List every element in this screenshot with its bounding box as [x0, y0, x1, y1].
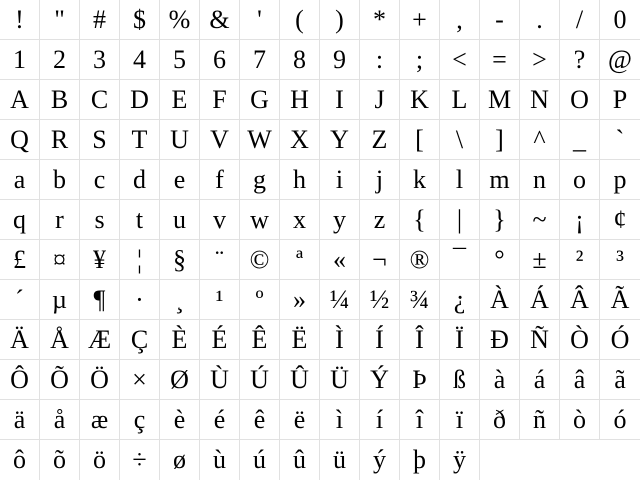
glyph-cell[interactable]: § [160, 240, 200, 280]
glyph-cell[interactable]: é [200, 400, 240, 440]
glyph-row [0, 240, 640, 280]
glyph-cell[interactable]: = [480, 40, 520, 80]
glyph-cell[interactable]: Í [360, 320, 400, 360]
glyph-cell[interactable]: ê [240, 400, 280, 440]
glyph-cell[interactable]: g [240, 160, 280, 200]
glyph-cell[interactable]: @ [600, 40, 640, 80]
glyph-cell[interactable]: ' [240, 0, 280, 40]
glyph-cell[interactable]: b [40, 160, 80, 200]
glyph-cell[interactable]: ` [600, 120, 640, 160]
glyph-cell[interactable]: ë [280, 400, 320, 440]
glyph-cell[interactable]: ( [280, 0, 320, 40]
glyph-cell[interactable]: 9 [320, 40, 360, 80]
glyph-cell[interactable]: ± [520, 240, 560, 280]
glyph-cell[interactable]: ¹ [200, 280, 240, 320]
glyph-cell[interactable]: O [560, 80, 600, 120]
glyph-cell[interactable]: ú [240, 440, 280, 480]
glyph-cell[interactable]: r [40, 200, 80, 240]
glyph-cell[interactable]: Ù [200, 360, 240, 400]
glyph-cell[interactable]: É [200, 320, 240, 360]
glyph-cell[interactable]: w [240, 200, 280, 240]
empty-cell [520, 440, 560, 480]
glyph-cell[interactable]: m [480, 160, 520, 200]
glyph-cell[interactable]: s [80, 200, 120, 240]
glyph-cell[interactable]: ö [80, 440, 120, 480]
glyph-cell[interactable]: Õ [40, 360, 80, 400]
glyph-cell[interactable]: « [320, 240, 360, 280]
glyph-cell[interactable]: ; [400, 40, 440, 80]
glyph-cell[interactable]: Á [520, 280, 560, 320]
glyph-cell[interactable]: ¯ [440, 240, 480, 280]
glyph-cell[interactable]: ï [440, 400, 480, 440]
glyph-cell[interactable]: ä [0, 400, 40, 440]
glyph-cell[interactable]: Ñ [520, 320, 560, 360]
glyph-cell[interactable]: z [360, 200, 400, 240]
glyph-cell[interactable]: " [40, 0, 80, 40]
glyph-cell[interactable]: â [560, 360, 600, 400]
glyph-cell[interactable]: * [360, 0, 400, 40]
glyph-cell[interactable]: Ð [480, 320, 520, 360]
glyph-row [0, 280, 640, 320]
glyph-cell[interactable]: : [360, 40, 400, 80]
glyph-cell[interactable]: Ö [80, 360, 120, 400]
glyph-cell[interactable]: ª [280, 240, 320, 280]
glyph-cell[interactable]: ^ [520, 120, 560, 160]
glyph-cell[interactable]: £ [0, 240, 40, 280]
glyph-cell[interactable]: ´ [0, 280, 40, 320]
glyph-cell[interactable]: ® [400, 240, 440, 280]
glyph-cell[interactable]: \ [440, 120, 480, 160]
glyph-cell[interactable]: ü [320, 440, 360, 480]
glyph-cell[interactable]: È [160, 320, 200, 360]
glyph-cell[interactable]: F [200, 80, 240, 120]
glyph-cell[interactable]: - [480, 0, 520, 40]
glyph-cell[interactable]: < [440, 40, 480, 80]
glyph-cell[interactable]: Ë [280, 320, 320, 360]
glyph-cell[interactable]: G [240, 80, 280, 120]
glyph-cell[interactable]: º [240, 280, 280, 320]
glyph-cell[interactable]: o [560, 160, 600, 200]
glyph-cell[interactable]: Ò [560, 320, 600, 360]
glyph-cell[interactable]: Å [40, 320, 80, 360]
glyph-cell[interactable]: S [80, 120, 120, 160]
glyph-cell[interactable]: ¤ [40, 240, 80, 280]
glyph-cell[interactable]: [ [400, 120, 440, 160]
glyph-row [0, 200, 640, 240]
glyph-cell[interactable]: Þ [400, 360, 440, 400]
glyph-cell[interactable]: ! [0, 0, 40, 40]
glyph-cell[interactable]: ó [600, 400, 640, 440]
glyph-cell[interactable]: ø [160, 440, 200, 480]
glyph-cell[interactable]: A [0, 80, 40, 120]
glyph-cell[interactable]: u [160, 200, 200, 240]
glyph-cell[interactable]: ) [320, 0, 360, 40]
glyph-cell[interactable]: q [0, 200, 40, 240]
glyph-cell[interactable]: Y [320, 120, 360, 160]
glyph-cell[interactable]: Î [400, 320, 440, 360]
glyph-cell[interactable]: Ê [240, 320, 280, 360]
glyph-cell[interactable]: · [120, 280, 160, 320]
glyph-cell[interactable]: 2 [40, 40, 80, 80]
glyph-cell[interactable]: W [240, 120, 280, 160]
glyph-cell[interactable]: > [520, 40, 560, 80]
glyph-cell[interactable]: » [280, 280, 320, 320]
glyph-cell[interactable]: & [200, 0, 240, 40]
glyph-cell[interactable]: v [200, 200, 240, 240]
glyph-cell[interactable]: Ó [600, 320, 640, 360]
glyph-cell[interactable]: Q [0, 120, 40, 160]
glyph-cell[interactable]: ¦ [120, 240, 160, 280]
glyph-cell[interactable]: î [400, 400, 440, 440]
glyph-cell[interactable]: . [520, 0, 560, 40]
glyph-cell[interactable]: © [240, 240, 280, 280]
glyph-cell[interactable]: ¬ [360, 240, 400, 280]
empty-cell [480, 440, 520, 480]
glyph-cell[interactable]: M [480, 80, 520, 120]
glyph-cell[interactable]: y [320, 200, 360, 240]
glyph-cell[interactable]: I [320, 80, 360, 120]
glyph-cell[interactable]: ù [200, 440, 240, 480]
glyph-cell[interactable]: ¼ [320, 280, 360, 320]
glyph-cell[interactable]: 8 [280, 40, 320, 80]
glyph-cell[interactable]: Z [360, 120, 400, 160]
glyph-cell[interactable]: Ä [0, 320, 40, 360]
glyph-cell[interactable]: | [440, 200, 480, 240]
glyph-cell[interactable]: d [120, 160, 160, 200]
glyph-row [0, 0, 640, 40]
glyph-row [0, 400, 640, 440]
glyph-cell[interactable]: x [280, 200, 320, 240]
glyph-cell[interactable]: ô [0, 440, 40, 480]
glyph-row [0, 80, 640, 120]
glyph-cell[interactable]: / [560, 0, 600, 40]
glyph-cell[interactable]: ¿ [440, 280, 480, 320]
glyph-cell[interactable]: h [280, 160, 320, 200]
glyph-cell[interactable]: Ø [160, 360, 200, 400]
glyph-cell[interactable]: U [160, 120, 200, 160]
glyph-cell[interactable]: c [80, 160, 120, 200]
glyph-cell[interactable]: ~ [520, 200, 560, 240]
glyph-cell[interactable]: $ [120, 0, 160, 40]
glyph-cell[interactable]: ¸ [160, 280, 200, 320]
glyph-cell[interactable]: ½ [360, 280, 400, 320]
glyph-cell[interactable]: õ [40, 440, 80, 480]
glyph-cell[interactable]: æ [80, 400, 120, 440]
glyph-cell[interactable]: , [440, 0, 480, 40]
glyph-cell[interactable]: ñ [520, 400, 560, 440]
glyph-cell[interactable]: _ [560, 120, 600, 160]
glyph-cell[interactable]: { [400, 200, 440, 240]
glyph-cell[interactable]: ¢ [600, 200, 640, 240]
glyph-cell[interactable]: ý [360, 440, 400, 480]
glyph-cell[interactable]: À [480, 280, 520, 320]
glyph-cell[interactable]: 1 [0, 40, 40, 80]
glyph-cell[interactable]: K [400, 80, 440, 120]
glyph-cell[interactable]: L [440, 80, 480, 120]
glyph-cell[interactable]: ³ [600, 240, 640, 280]
glyph-cell[interactable]: Ü [320, 360, 360, 400]
glyph-cell[interactable]: × [120, 360, 160, 400]
glyph-cell[interactable]: å [40, 400, 80, 440]
glyph-cell[interactable]: } [480, 200, 520, 240]
glyph-cell[interactable]: ¨ [200, 240, 240, 280]
glyph-cell[interactable]: f [200, 160, 240, 200]
glyph-cell[interactable]: p [600, 160, 640, 200]
glyph-cell[interactable]: Ý [360, 360, 400, 400]
glyph-cell[interactable]: j [360, 160, 400, 200]
glyph-cell[interactable]: ¥ [80, 240, 120, 280]
glyph-cell[interactable]: ã [600, 360, 640, 400]
glyph-cell[interactable]: ² [560, 240, 600, 280]
glyph-cell[interactable]: # [80, 0, 120, 40]
glyph-row [0, 320, 640, 360]
glyph-cell[interactable]: û [280, 440, 320, 480]
glyph-cell[interactable]: Ì [320, 320, 360, 360]
glyph-cell[interactable]: ß [440, 360, 480, 400]
glyph-cell[interactable]: 0 [600, 0, 640, 40]
glyph-cell[interactable]: n [520, 160, 560, 200]
glyph-cell[interactable]: Ã [600, 280, 640, 320]
glyph-row [0, 440, 640, 480]
glyph-cell[interactable]: ò [560, 400, 600, 440]
glyph-cell[interactable]: P [600, 80, 640, 120]
glyph-cell[interactable]: ] [480, 120, 520, 160]
glyph-cell[interactable]: C [80, 80, 120, 120]
glyph-cell[interactable]: Æ [80, 320, 120, 360]
glyph-cell[interactable]: à [480, 360, 520, 400]
glyph-cell[interactable]: Ô [0, 360, 40, 400]
glyph-cell[interactable]: ° [480, 240, 520, 280]
glyph-cell[interactable]: 3 [80, 40, 120, 80]
glyph-cell[interactable]: ð [480, 400, 520, 440]
glyph-cell[interactable]: µ [40, 280, 80, 320]
glyph-cell[interactable]: e [160, 160, 200, 200]
glyph-cell[interactable]: Ú [240, 360, 280, 400]
glyph-cell[interactable]: ? [560, 40, 600, 80]
glyph-cell[interactable]: ¡ [560, 200, 600, 240]
glyph-cell[interactable]: l [440, 160, 480, 200]
glyph-cell[interactable]: ÿ [440, 440, 480, 480]
glyph-cell[interactable]: ¶ [80, 280, 120, 320]
glyph-cell[interactable]: í [360, 400, 400, 440]
glyph-row [0, 120, 640, 160]
glyph-cell[interactable]: ÷ [120, 440, 160, 480]
glyph-cell[interactable]: J [360, 80, 400, 120]
glyph-row [0, 360, 640, 400]
glyph-cell[interactable]: N [520, 80, 560, 120]
glyph-cell[interactable]: X [280, 120, 320, 160]
glyph-cell[interactable]: è [160, 400, 200, 440]
glyph-cell[interactable]: i [320, 160, 360, 200]
glyph-cell[interactable]: D [120, 80, 160, 120]
glyph-cell[interactable]: E [160, 80, 200, 120]
glyph-row [0, 160, 640, 200]
glyph-cell[interactable]: ¾ [400, 280, 440, 320]
glyph-cell[interactable]: t [120, 200, 160, 240]
empty-cell [600, 440, 640, 480]
glyph-cell[interactable]: ç [120, 400, 160, 440]
glyph-cell[interactable]: % [160, 0, 200, 40]
glyph-cell[interactable]: Ï [440, 320, 480, 360]
glyph-cell[interactable]: Ç [120, 320, 160, 360]
empty-cell [560, 440, 600, 480]
glyph-cell[interactable]: 4 [120, 40, 160, 80]
glyph-cell[interactable]: a [0, 160, 40, 200]
glyph-cell[interactable]: á [520, 360, 560, 400]
glyph-cell[interactable]: Â [560, 280, 600, 320]
glyph-cell[interactable]: 7 [240, 40, 280, 80]
glyph-cell[interactable]: T [120, 120, 160, 160]
glyph-cell[interactable]: 5 [160, 40, 200, 80]
glyph-cell[interactable]: + [400, 0, 440, 40]
glyph-cell[interactable]: Û [280, 360, 320, 400]
glyph-cell[interactable]: B [40, 80, 80, 120]
glyph-cell[interactable]: 6 [200, 40, 240, 80]
glyph-row [0, 40, 640, 80]
glyph-cell[interactable]: ì [320, 400, 360, 440]
glyph-cell[interactable]: H [280, 80, 320, 120]
glyph-cell[interactable]: R [40, 120, 80, 160]
glyph-cell[interactable]: V [200, 120, 240, 160]
glyph-cell[interactable]: þ [400, 440, 440, 480]
glyph-cell[interactable]: k [400, 160, 440, 200]
